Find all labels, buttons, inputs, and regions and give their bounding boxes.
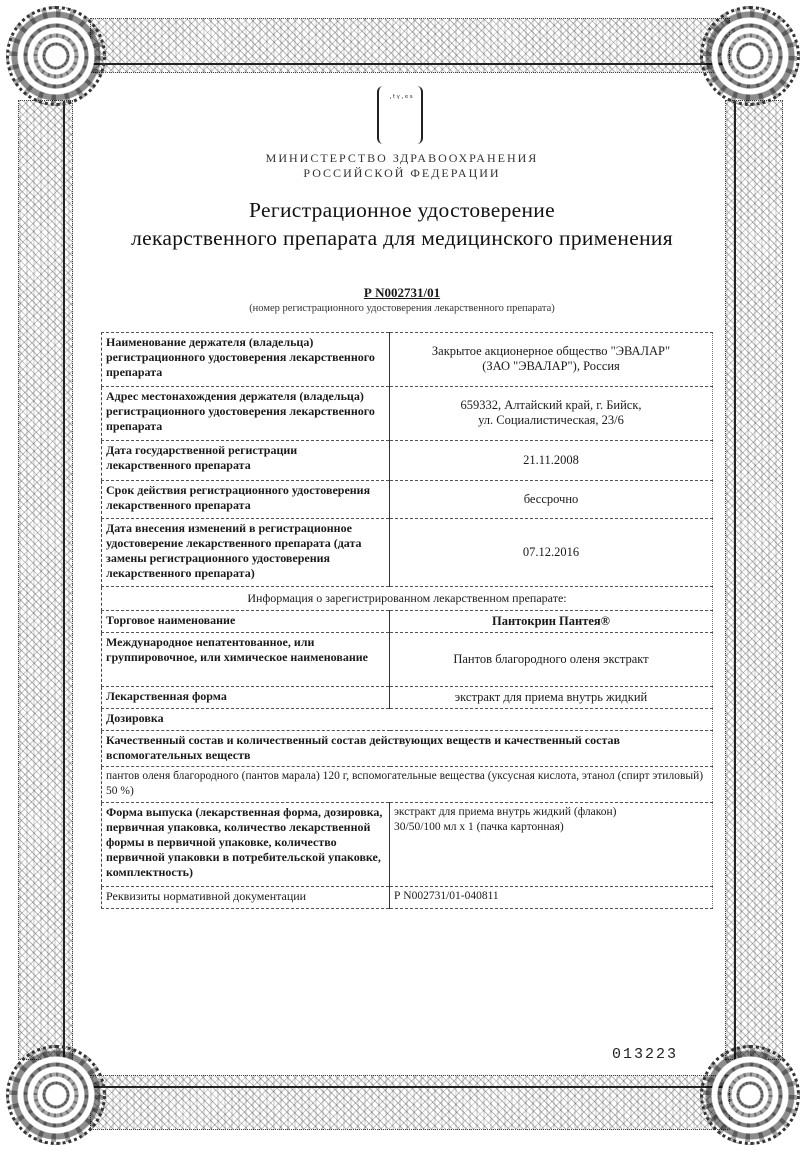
table-row bbox=[102, 519, 713, 587]
table-row bbox=[102, 687, 713, 709]
ministry-name: МИНИСТЕРСТВО ЗДРАВООХРАНЕНИЯ bbox=[265, 151, 539, 165]
holder-address-value: 659332, Алтайский край, г. Бийск, ул. Социалистическая, 23/6 bbox=[390, 387, 713, 441]
composition-label: Качественный состав и количественный состав действующих веществ и качественный состав вспомогательных веществ bbox=[102, 731, 713, 767]
document-title: Регистрационное удостоверение bbox=[249, 198, 555, 222]
trade-name-label: Торговое наименование bbox=[102, 611, 390, 633]
ministry-country: РОССИЙСКОЙ ФЕДЕРАЦИИ bbox=[303, 166, 501, 180]
table-row bbox=[102, 387, 713, 441]
corner-rosette-icon bbox=[6, 1045, 106, 1145]
validity-value: бессрочно bbox=[390, 481, 713, 519]
dosage-value bbox=[390, 709, 713, 731]
table-row bbox=[102, 709, 713, 731]
release-form-value: экстракт для приема внутрь жидкий (флакон) 30/50/100 мл x 1 (пачка картонная) bbox=[390, 803, 713, 887]
composition-value: пантов оленя благородного (пантов марала) 120 г, вспомогательные вещества (уксусная кислота, этанол (спирт этиловый) 50 %) bbox=[102, 767, 713, 803]
registration-date-label: Дата государственной регистрации лекарственного препарата bbox=[102, 441, 390, 481]
amendment-date-label: Дата внесения изменений в регистрационное удостоверение лекарственного препарата (дата замены регистрационного удостоверения лекарственного препарата) bbox=[102, 519, 390, 587]
corner-rosette-icon bbox=[6, 6, 106, 106]
validity-label: Срок действия регистрационного удостоверения лекарственного препарата bbox=[102, 481, 390, 519]
amendment-date-value: 07.12.2016 bbox=[390, 519, 713, 587]
border-band-bottom bbox=[90, 1075, 730, 1130]
drug-info-section-title: Информация о зарегистрированном лекарственном препарате: bbox=[102, 587, 713, 611]
holder-name-value: Закрытое акционерное общество "ЭВАЛАР" (ЗАО "ЭВАЛАР"), Россия bbox=[390, 333, 713, 387]
release-form-label: Форма выпуска (лекарственная форма, дозировка, первичная упаковка, количество лекарственной формы в первичной упаковке, количество первичной упаковки в потребительской упаковке, комплектность) bbox=[102, 803, 390, 887]
table-row bbox=[102, 441, 713, 481]
inn-label: Международное непатентованное, или группировочное, или химическое наименование bbox=[102, 633, 390, 687]
inn-value: Пантов благородного оленя экстракт bbox=[390, 633, 713, 687]
normative-doc-value: Р N002731/01-040811 bbox=[390, 887, 713, 909]
registration-number: Р N002731/01 bbox=[363, 285, 441, 300]
table-row bbox=[102, 611, 713, 633]
corner-rosette-icon bbox=[700, 1045, 800, 1145]
table-row bbox=[102, 633, 713, 687]
corner-rosette-icon bbox=[700, 6, 800, 106]
table-row bbox=[102, 887, 713, 909]
table-row bbox=[102, 587, 713, 611]
coat-of-arms-icon: ·ᵗᵞ·ᵉˢ bbox=[377, 86, 423, 144]
table-row bbox=[102, 803, 713, 887]
registration-number-caption: (номер регистрационного удостоверения лекарственного препарата) bbox=[249, 303, 555, 314]
trade-name-value: Пантокрин Пантея® bbox=[390, 611, 713, 633]
table-row bbox=[102, 333, 713, 387]
serial-number: 013223 bbox=[612, 1046, 679, 1063]
certificate-table bbox=[101, 332, 713, 909]
table-row bbox=[102, 731, 713, 767]
holder-name-label: Наименование держателя (владельца) регистрационного удостоверения лекарственного препарата bbox=[102, 333, 390, 387]
table-row bbox=[102, 767, 713, 803]
dosage-label: Дозировка bbox=[102, 709, 390, 731]
dosage-form-value: экстракт для приема внутрь жидкий bbox=[390, 687, 713, 709]
border-band-top bbox=[90, 18, 730, 73]
dosage-form-label: Лекарственная форма bbox=[102, 687, 390, 709]
registration-date-value: 21.11.2008 bbox=[390, 441, 713, 481]
normative-doc-label: Реквизиты нормативной документации bbox=[102, 887, 390, 909]
holder-address-label: Адрес местонахождения держателя (владельца) регистрационного удостоверения лекарственного препарата bbox=[102, 387, 390, 441]
table-row bbox=[102, 481, 713, 519]
document-subtitle: лекарственного препарата для медицинского применения bbox=[131, 226, 673, 250]
